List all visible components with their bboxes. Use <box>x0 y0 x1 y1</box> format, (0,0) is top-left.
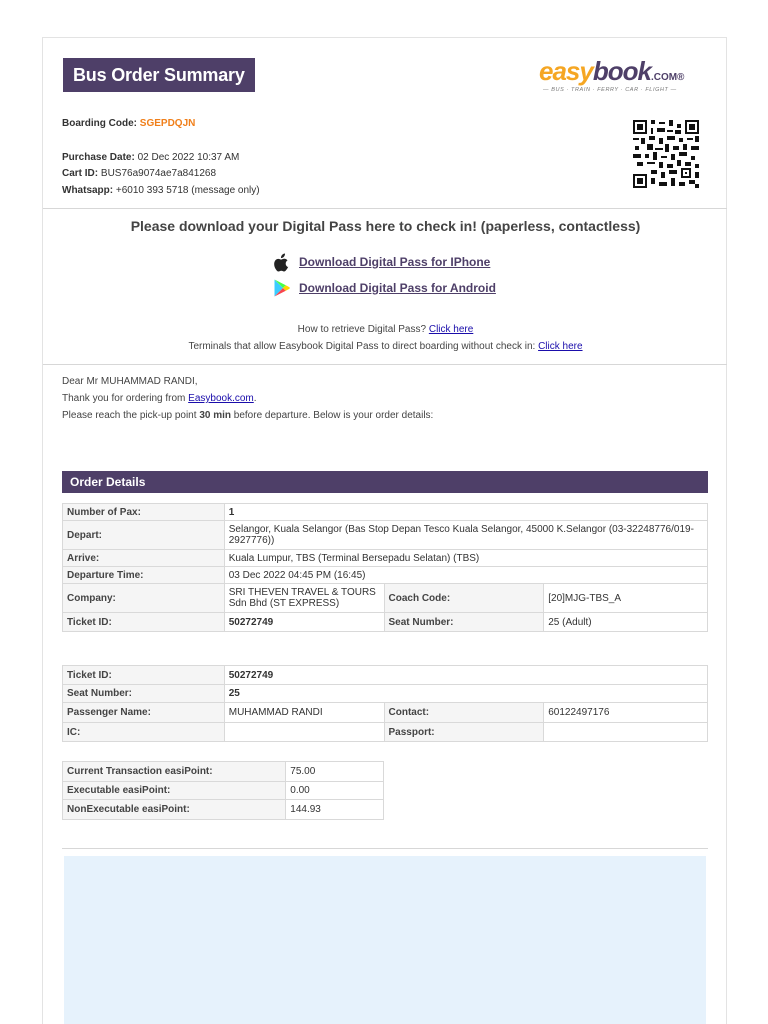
info-panel <box>64 856 706 1024</box>
passenger-name-label: Passenger Name: <box>63 703 225 723</box>
table-row <box>63 613 708 632</box>
departure-time-value: 03 Dec 2022 04:45 PM (16:45) <box>224 567 707 584</box>
pax-value: 1 <box>224 504 707 521</box>
logo-tagline: — BUS · TRAIN · FERRY · CAR · FLIGHT — <box>543 87 677 93</box>
table-row <box>63 504 708 521</box>
cart-id-value: BUS76a9074ae7a841268 <box>100 168 217 179</box>
boarding-code-line <box>62 118 195 129</box>
table-row <box>63 685 708 703</box>
ic-value <box>224 723 384 742</box>
table-row <box>63 521 708 550</box>
retrieve-click-here-link[interactable]: Click here <box>428 324 474 335</box>
nonexecutable-easipoint-label: NonExecutable easiPoint: <box>63 800 286 820</box>
download-iphone-link[interactable]: Download Digital Pass for IPhone <box>299 255 491 269</box>
order-details-header: Order Details <box>62 471 708 493</box>
retrieve-text: How to retrieve Digital Pass? <box>297 324 427 335</box>
depart-label: Depart: <box>63 521 225 550</box>
cart-id-line <box>62 168 216 179</box>
apple-icon <box>271 252 293 272</box>
retrieve-note <box>43 324 728 335</box>
contact-label: Contact: <box>384 703 544 723</box>
ic-label: IC: <box>63 723 225 742</box>
passenger-seat-label: Seat Number: <box>63 685 225 703</box>
passport-label: Passport: <box>384 723 544 742</box>
order-details-table <box>62 503 708 632</box>
pax-label: Number of Pax: <box>63 504 225 521</box>
easybook-logo[interactable] <box>539 56 709 98</box>
boarding-code-label: Boarding Code: <box>62 118 137 129</box>
table-row <box>63 703 708 723</box>
boarding-code-value: SGEPDQJN <box>139 118 196 129</box>
terminals-note <box>43 341 728 352</box>
divider-bottom <box>62 848 708 849</box>
cart-id-label: Cart ID: <box>62 168 99 179</box>
executable-easipoint-label: Executable easiPoint: <box>63 782 286 800</box>
thanks-suffix: . <box>253 393 257 404</box>
purchase-date-line <box>62 152 239 163</box>
table-row <box>63 567 708 584</box>
table-row <box>63 762 384 782</box>
page-title: Bus Order Summary <box>63 58 255 92</box>
table-row <box>63 800 384 820</box>
logo-com: .COM® <box>650 72 685 83</box>
ticket-id-label: Ticket ID: <box>63 613 225 632</box>
table-row <box>63 723 708 742</box>
reach-suffix: before departure. Below is your order details: <box>233 410 434 421</box>
seat-number-label: Seat Number: <box>384 613 544 632</box>
table-row <box>63 584 708 613</box>
nonexecutable-easipoint-value: 144.93 <box>286 800 384 820</box>
order-summary-page <box>42 37 727 1024</box>
table-row <box>63 550 708 567</box>
arrive-value: Kuala Lumpur, TBS (Terminal Bersepadu Selatan) (TBS) <box>224 550 707 567</box>
current-easipoint-value: 75.00 <box>286 762 384 782</box>
company-value: SRI THEVEN TRAVEL & TOURS Sdn Bhd (ST EXPRESS) <box>224 584 384 613</box>
executable-easipoint-value: 0.00 <box>286 782 384 800</box>
download-iphone-row <box>271 252 490 272</box>
passenger-ticket-id-label: Ticket ID: <box>63 666 225 685</box>
easybook-link[interactable]: Easybook.com <box>188 393 254 404</box>
whatsapp-line <box>62 185 260 196</box>
passenger-table <box>62 665 708 742</box>
arrive-label: Arrive: <box>63 550 225 567</box>
company-label: Company: <box>63 584 225 613</box>
qr-code-icon <box>633 120 699 188</box>
table-row <box>63 666 708 685</box>
whatsapp-value: +6010 393 5718 (message only) <box>115 185 260 196</box>
departure-time-label: Departure Time: <box>63 567 225 584</box>
google-play-icon <box>271 278 293 298</box>
greeting-reach <box>62 410 433 421</box>
thanks-prefix: Thank you for ordering from <box>62 393 186 404</box>
coach-code-value: [20]MJG-TBS_A <box>544 584 708 613</box>
seat-number-value: 25 (Adult) <box>544 613 708 632</box>
purchase-date-value: 02 Dec 2022 10:37 AM <box>137 152 240 163</box>
purchase-date-label: Purchase Date: <box>62 152 135 163</box>
download-android-row <box>271 278 496 298</box>
contact-value: 60122497176 <box>544 703 708 723</box>
depart-value: Selangor, Kuala Selangor (Bas Stop Depan Tesco Kuala Selangor, 45000 K.Selangor (03-32248776/019-2927776)) <box>224 521 707 550</box>
passenger-name-value: MUHAMMAD RANDI <box>224 703 384 723</box>
greeting-thanks <box>62 393 257 404</box>
ticket-id-value: 50272749 <box>224 613 384 632</box>
passenger-ticket-id-value: 50272749 <box>224 666 707 685</box>
whatsapp-label: Whatsapp: <box>62 185 114 196</box>
divider-top <box>43 208 727 209</box>
coach-code-label: Coach Code: <box>384 584 544 613</box>
divider-middle <box>43 364 727 365</box>
digital-pass-heading: Please download your Digital Pass here to check in! (paperless, contactless) <box>130 218 641 234</box>
terminals-text: Terminals that allow Easybook Digital Pass to direct boarding without check in: <box>188 341 536 352</box>
passenger-seat-value: 25 <box>224 685 707 703</box>
passport-value <box>544 723 708 742</box>
download-android-link[interactable]: Download Digital Pass for Android <box>299 281 496 295</box>
current-easipoint-label: Current Transaction easiPoint: <box>63 762 286 782</box>
logo-easy: easy <box>539 56 593 86</box>
table-row <box>63 782 384 800</box>
easipoint-table <box>62 761 384 820</box>
logo-book: book <box>592 56 651 86</box>
greeting-dear: Dear Mr MUHAMMAD RANDI, <box>62 376 198 387</box>
terminals-click-here-link[interactable]: Click here <box>538 341 583 352</box>
reach-prefix: Please reach the pick-up point <box>62 410 197 421</box>
reach-bold: 30 min <box>199 410 231 421</box>
